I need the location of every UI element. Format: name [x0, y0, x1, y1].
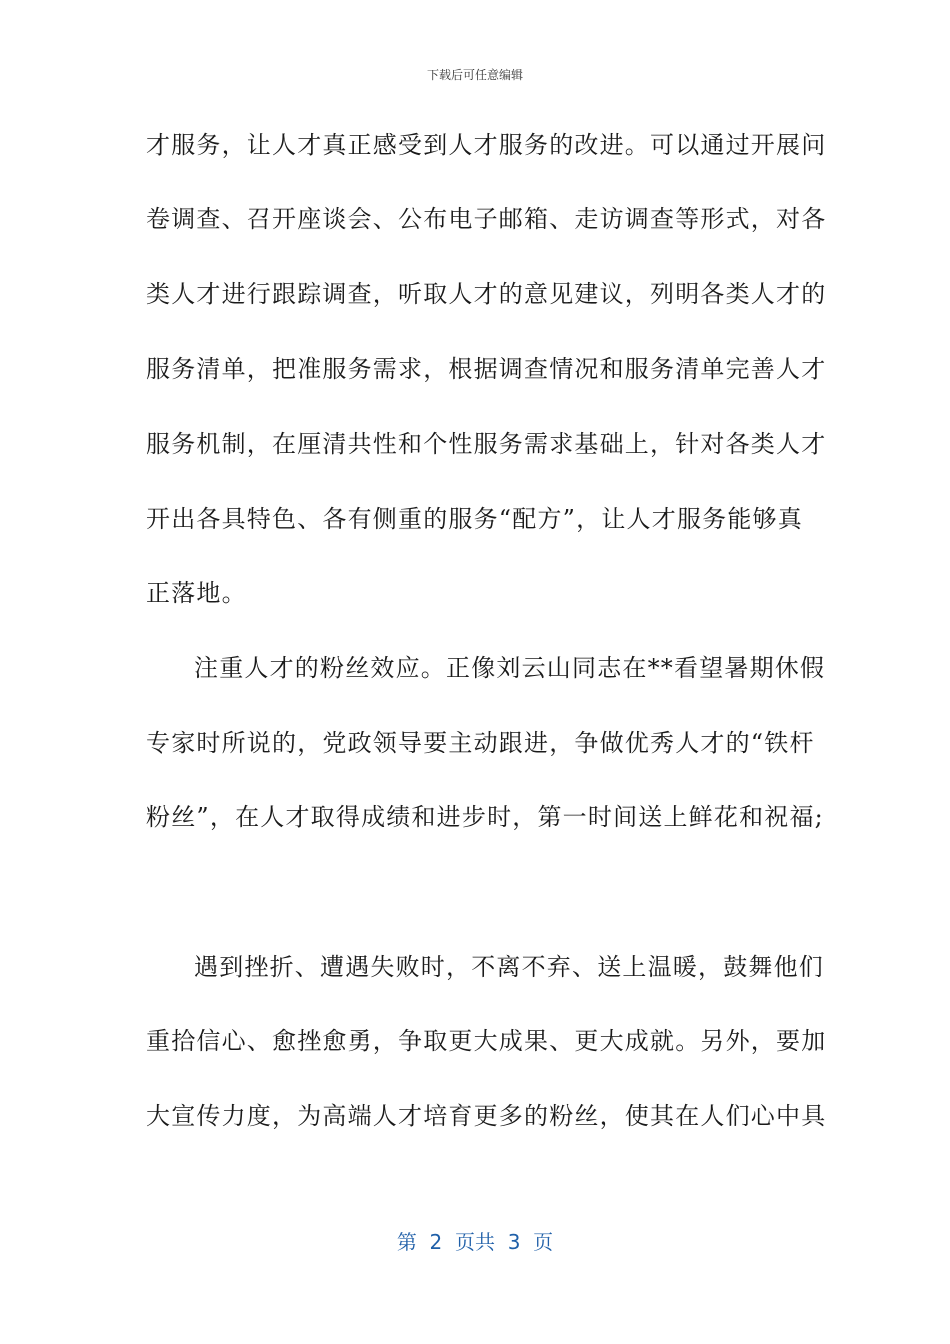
text-line: 卷调查、召开座谈会、公布电子邮箱、走访调查等形式，对各	[146, 205, 827, 233]
text-line: 服务机制，在厘清共性和个性服务需求基础上，针对各类人才	[146, 430, 827, 458]
text-line: 才服务，让人才真正感受到人才服务的改进。可以通过开展问	[146, 131, 827, 159]
page-footer: 第 2 页共 3 页	[396, 1230, 554, 1254]
page-header: 下载后可任意编辑	[426, 68, 523, 82]
text-line: 遇到挫折、遭遇失败时，不离不弃、送上温暖，鼓舞他们	[194, 953, 824, 981]
text-line: 重拾信心、愈挫愈勇，争取更大成果、更大成就。另外，要加	[146, 1027, 827, 1055]
text-line: 服务清单，把准服务需求，根据调查情况和服务清单完善人才	[146, 355, 827, 383]
text-line: 大宣传力度，为高端人才培育更多的粉丝，使其在人们心中具	[146, 1102, 827, 1130]
text-line: 专家时所说的，党政领导要主动跟进，争做优秀人才的“铁杆	[146, 729, 815, 757]
text-line: 开出各具特色、各有侧重的服务“配方”，让人才服务能够真	[146, 505, 803, 533]
text-line: 类人才进行跟踪调查，听取人才的意见建议，列明各类人才的	[146, 280, 827, 308]
text-line: 注重人才的粉丝效应。正像刘云山同志在**看望暑期休假	[194, 654, 826, 682]
text-line: 粉丝”，在人才取得成绩和进步时，第一时间送上鲜花和祝福;	[146, 803, 824, 831]
text-line: 正落地。	[146, 579, 247, 607]
